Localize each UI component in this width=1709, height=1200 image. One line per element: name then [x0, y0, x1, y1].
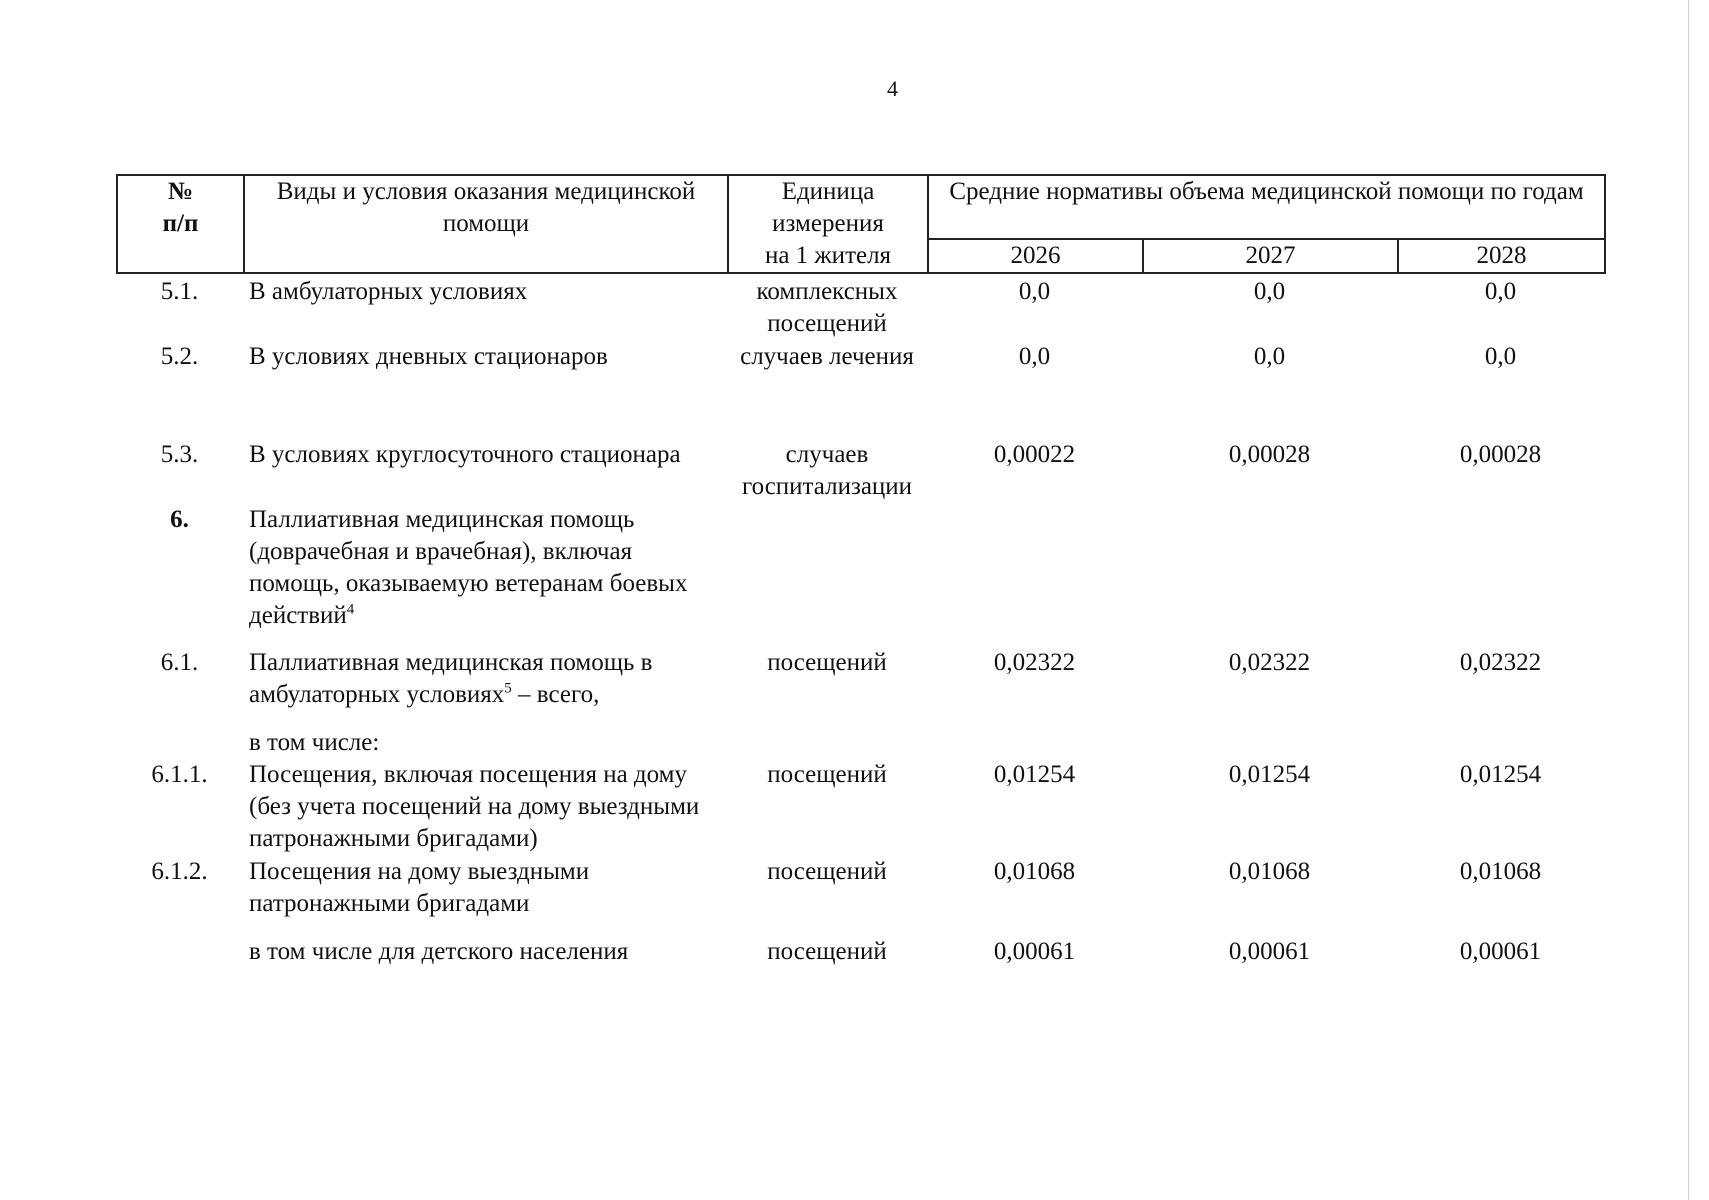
row-value-2028: 0,02322 — [1459, 649, 1542, 676]
row-type: В амбулаторных условиях — [249, 278, 528, 305]
table-row-5-3 — [116, 439, 1604, 504]
row-unit: посещений — [767, 761, 887, 788]
table-row-5-2 — [116, 341, 1604, 439]
row-value-2028: 0,0 — [1484, 278, 1517, 305]
row-type — [243, 504, 727, 632]
row-value-2026: 0,01254 — [993, 761, 1076, 788]
header-unit-line2: измерения — [772, 210, 884, 237]
row-value-2027: 0,01068 — [1228, 858, 1311, 885]
row-value-2026: 0,0 — [1018, 278, 1051, 305]
table-header — [116, 174, 1606, 274]
row-type-text: Паллиативная медицинская помощь в амбулаторных условиях — [249, 649, 653, 708]
row-type: Посещения на дому выездными патронажными бригадами — [249, 858, 590, 917]
row-type — [243, 647, 727, 711]
row-value-2028: 0,00028 — [1459, 441, 1542, 468]
row-value-2027: 0,0 — [1253, 343, 1286, 370]
row-num: 6.1. — [160, 649, 199, 676]
header-num-line1: № — [167, 178, 194, 205]
row-type: Посещения, включая посещения на дому (без учета посещений на дому выездными патронажными бригадами) — [249, 761, 700, 852]
table-row-6-1 — [116, 647, 1604, 727]
row-value-2027: 0,00061 — [1228, 938, 1311, 965]
header-year-2026: 2026 — [928, 239, 1143, 273]
row-type-text-suffix: – всего, — [511, 681, 600, 708]
table-body — [116, 276, 1604, 968]
header-unit — [728, 175, 928, 273]
row-type: В условиях дневных стационаров — [249, 343, 608, 370]
header-num-line2: п/п — [162, 210, 199, 237]
row-unit: случаев госпитализации — [741, 441, 913, 500]
page-number: 4 — [887, 76, 898, 101]
table-row-6-1-2 — [116, 856, 1604, 936]
table-row-5-1 — [116, 276, 1604, 341]
footnote-ref: 5 — [504, 680, 512, 697]
row-value-2027: 0,02322 — [1228, 649, 1311, 676]
row-unit: случаев лечения — [740, 343, 914, 370]
row-unit: посещений — [767, 858, 887, 885]
row-value-2026: 0,0 — [1018, 343, 1051, 370]
row-value-2028: 0,00061 — [1459, 938, 1542, 965]
row-num: 6.1.2. — [151, 858, 208, 885]
header-year-2028: 2028 — [1398, 239, 1605, 273]
header-norms: Средние нормативы объема медицинской помощи по годам — [928, 175, 1605, 239]
row-value-2028: 0,01254 — [1459, 761, 1542, 788]
table-row-including — [116, 727, 1604, 759]
footnote-ref: 4 — [346, 601, 355, 618]
row-unit: комплексных посещений — [756, 278, 898, 337]
row-num: 5.3. — [160, 441, 199, 468]
scan-edge-line — [1688, 0, 1689, 1200]
row-value-2026: 0,01068 — [993, 858, 1076, 885]
header-num — [117, 175, 244, 273]
header-unit-line3: на 1 жителя — [764, 242, 892, 269]
row-value-2027: 0,01254 — [1228, 761, 1311, 788]
header-year-2027: 2027 — [1143, 239, 1398, 273]
row-value-2026: 0,02322 — [993, 649, 1076, 676]
row-num: 5.2. — [160, 343, 199, 370]
row-unit: посещений — [767, 938, 887, 965]
table-row-children — [116, 936, 1604, 968]
row-unit: посещений — [767, 649, 887, 676]
row-type: в том числе: — [249, 729, 380, 756]
row-num: 6.1.1. — [151, 761, 208, 788]
row-num: 5.1. — [160, 278, 199, 305]
row-type-text: Паллиативная медицинская помощь (доврачебная и врачебная), включая помощь, оказываемую ветеранам боевых действий — [249, 506, 688, 629]
table-row-6 — [116, 504, 1604, 647]
table-row-6-1-1 — [116, 759, 1604, 856]
row-value-2026: 0,00022 — [993, 441, 1076, 468]
row-value-2026: 0,00061 — [993, 938, 1076, 965]
row-value-2028: 0,0 — [1484, 343, 1517, 370]
header-type: Виды и условия оказания медицинской помощи — [244, 175, 728, 273]
row-value-2027: 0,00028 — [1228, 441, 1311, 468]
header-unit-line1: Единица — [781, 178, 875, 205]
row-type: в том числе для детского населения — [249, 938, 629, 965]
row-value-2027: 0,0 — [1253, 278, 1286, 305]
row-type: В условиях круглосуточного стационара — [249, 441, 681, 468]
row-value-2028: 0,01068 — [1459, 858, 1542, 885]
row-num: 6. — [170, 506, 189, 533]
